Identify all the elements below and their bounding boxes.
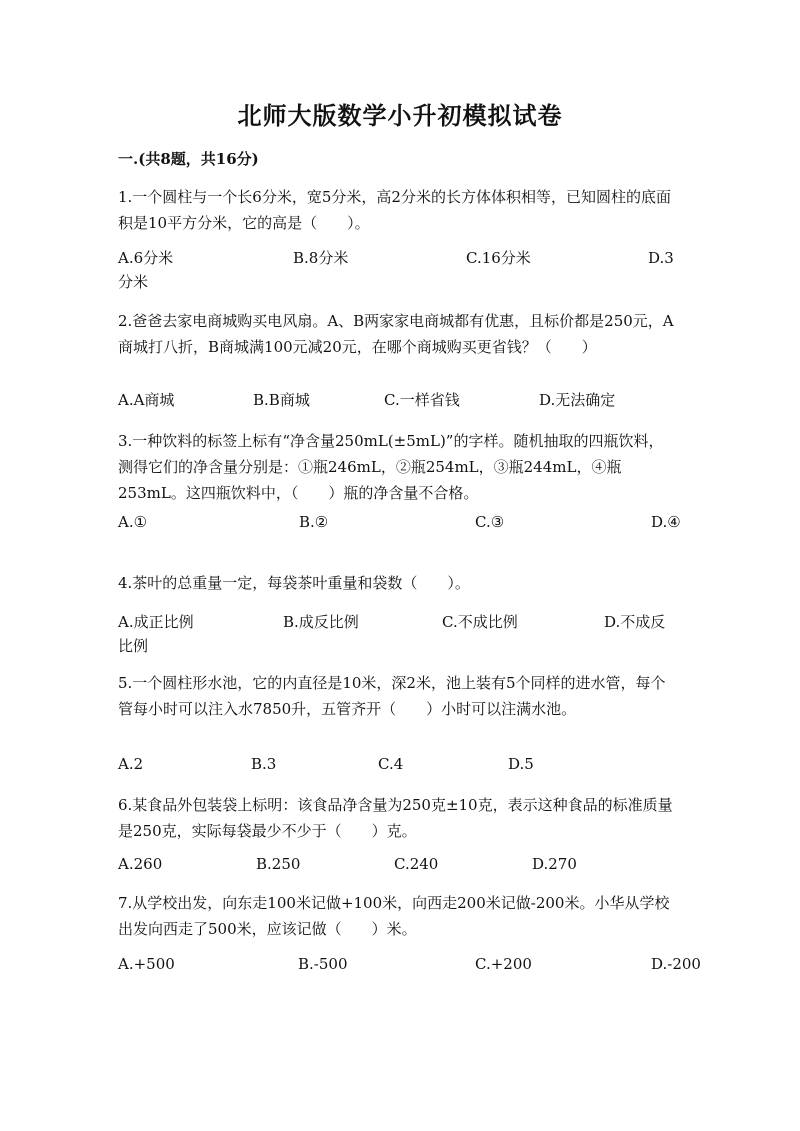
- question-5: 5.一个圆柱形水池，它的内直径是10米，深2米，池上装有5个同样的进水管，每个管每小时可以注入水7850升，五管齐开（ ）小时可以注满水池。: [118, 674, 666, 718]
- option-a[interactable]: A.6分米: [118, 249, 174, 267]
- option-b[interactable]: B.250: [256, 855, 301, 873]
- option-a[interactable]: A.+500: [118, 955, 175, 973]
- option-b[interactable]: B.8分米: [293, 249, 349, 267]
- option-c[interactable]: C.不成比例: [442, 613, 518, 631]
- option-d[interactable]: D.270: [532, 855, 577, 873]
- option-b[interactable]: B.3: [251, 755, 277, 773]
- option-c[interactable]: C.+200: [475, 955, 532, 973]
- question-1: 1.一个圆柱与一个长6分米，宽5分米，高2分米的长方体体积相等，已知圆柱的底面积是10平方分米，它的高是（ ）。: [118, 188, 671, 232]
- option-d[interactable]: D.3分米: [118, 249, 674, 291]
- option-d[interactable]: D.无法确定: [539, 391, 616, 409]
- option-a[interactable]: A.2: [118, 755, 144, 773]
- option-c[interactable]: C.240: [394, 855, 439, 873]
- option-c[interactable]: C.③: [475, 513, 505, 531]
- section-heading: 一.(共8题，共16分): [118, 150, 259, 168]
- option-c[interactable]: C.4: [378, 755, 404, 773]
- option-b[interactable]: B.成反比例: [283, 613, 359, 631]
- question-3-options: [118, 510, 681, 560]
- option-c[interactable]: C.一样省钱: [384, 391, 460, 409]
- question-2: 2.爸爸去家电商城购买电风扇。A、B两家家电商城都有优惠，且标价都是250元，A商城打八折，B商城满100元减20元，在哪个商城购买更省钱？（ ）: [118, 312, 674, 356]
- option-a[interactable]: A.①: [118, 513, 148, 531]
- option-b[interactable]: B.②: [299, 513, 329, 531]
- option-d[interactable]: D.④: [651, 513, 681, 531]
- option-d[interactable]: D.-200: [651, 955, 701, 973]
- question-7: 7.从学校出发，向东走100米记做+100米，向西走200米记做-200米。小华从学校出发向西走了500米，应该记做（ ）米。: [118, 894, 670, 938]
- option-a[interactable]: A.成正比例: [118, 613, 194, 631]
- question-1-options: [118, 246, 678, 296]
- page-title: 北师大版数学小升初模拟试卷: [237, 101, 563, 130]
- option-a[interactable]: A.A商城: [118, 391, 175, 409]
- option-b[interactable]: B.B商城: [253, 391, 310, 409]
- question-3: 3.一种饮料的标签上标有“净含量250mL(±5mL)”的字样。随机抽取的四瓶饮料，测得它们的净含量分别是：①瓶246mL，②瓶254mL，③瓶244mL，④瓶253mL。这四瓶饮料中，（ ）瓶的净含量不合格。: [118, 432, 664, 502]
- question-6: 6.某食品外包装袋上标明：该食品净含量为250克±10克，表示这种食品的标准质量是250克，实际每袋最少不少于（ ）克。: [118, 796, 673, 840]
- option-d[interactable]: D.不成反比例: [118, 613, 666, 655]
- question-4-options: [118, 610, 678, 660]
- option-d[interactable]: D.5: [508, 755, 534, 773]
- question-4: 4.茶叶的总重量一定，每袋茶叶重量和袋数（ ）。: [118, 574, 470, 592]
- option-c[interactable]: C.16分米: [466, 249, 531, 267]
- question-7-options: [118, 952, 701, 1002]
- option-b[interactable]: B.-500: [298, 955, 348, 973]
- option-a[interactable]: A.260: [118, 855, 163, 873]
